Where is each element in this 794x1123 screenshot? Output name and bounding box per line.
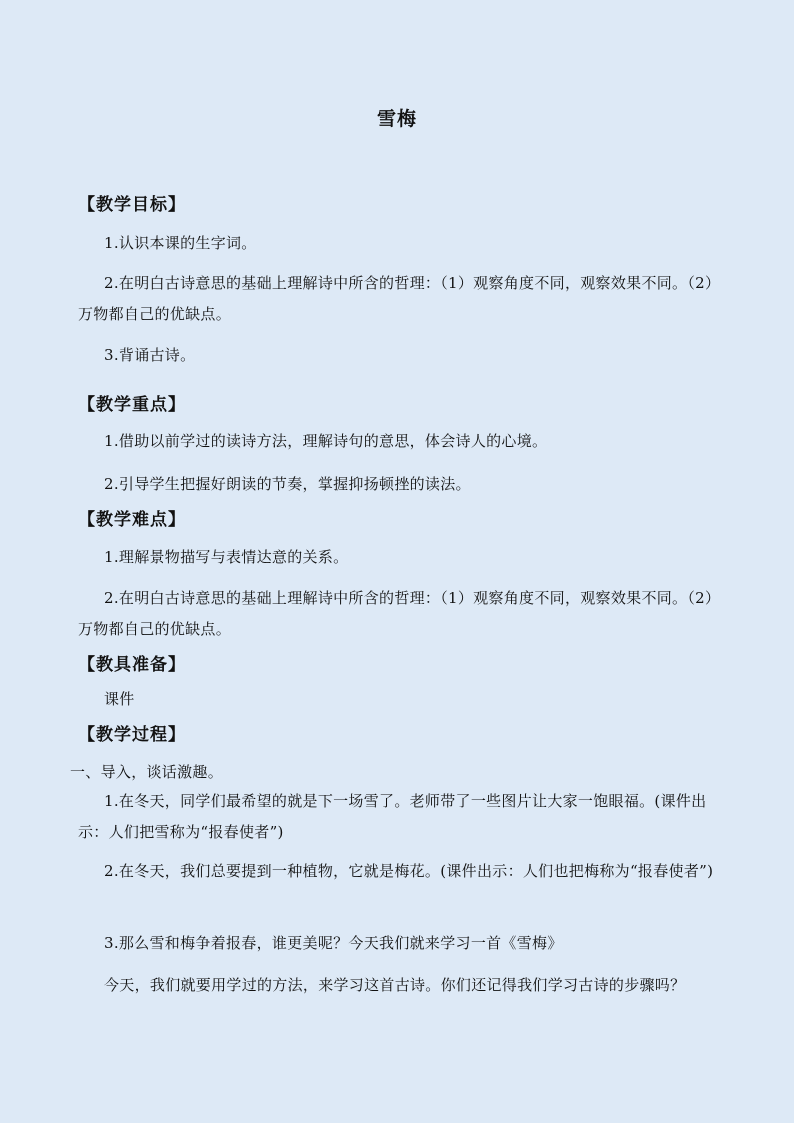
goal-item-2: 2.在明白古诗意思的基础上理解诗中所含的哲理：（1）观察角度不同，观察效果不同。（2）万物都自己的优缺点。 <box>78 274 721 323</box>
keypoint-item-1: 1.借助以前学过的读诗方法，理解诗句的意思，体会诗人的心境。 <box>104 432 548 450</box>
process-item-4: 今天，我们就要用学过的方法，来学习这首古诗。你们还记得我们学习古诗的步骤吗？ <box>104 976 686 994</box>
difficulty-item-1: 1.理解景物描写与表情达意的关系。 <box>104 548 349 566</box>
heading-difficulties: 【教学难点】 <box>78 510 186 530</box>
page-title: 雪梅 <box>376 108 417 130</box>
goal-item-1: 1.认识本课的生字词。 <box>104 234 257 252</box>
process-item-2: 2.在冬天，我们总要提到一种植物，它就是梅花。(课件出示：人们也把梅称为“报春使者”) <box>104 862 714 880</box>
process-item-1: 1.在冬天，同学们最希望的就是下一场雪了。老师带了一些图片让大家一饱眼福。(课件出示：人们把雪称为“报春使者”) <box>78 792 707 841</box>
difficulty-item-2: 2.在明白古诗意思的基础上理解诗中所含的哲理：（1）观察角度不同，观察效果不同。（2）万物都自己的优缺点。 <box>78 589 721 638</box>
heading-materials: 【教具准备】 <box>78 655 186 675</box>
process-step-1: 一、导入，谈话激趣。 <box>70 763 224 781</box>
heading-goals: 【教学目标】 <box>78 195 186 215</box>
goal-item-3: 3.背诵古诗。 <box>104 346 196 364</box>
heading-process: 【教学过程】 <box>78 725 186 745</box>
keypoint-item-2: 2.引导学生把握好朗读的节奏，掌握抑扬顿挫的读法。 <box>104 475 471 493</box>
heading-keypoints: 【教学重点】 <box>78 395 186 415</box>
materials-item-1: 课件 <box>104 690 135 708</box>
process-item-3: 3.那么雪和梅争着报春，谁更美呢？今天我们就来学习一首《雪梅》 <box>104 934 563 952</box>
